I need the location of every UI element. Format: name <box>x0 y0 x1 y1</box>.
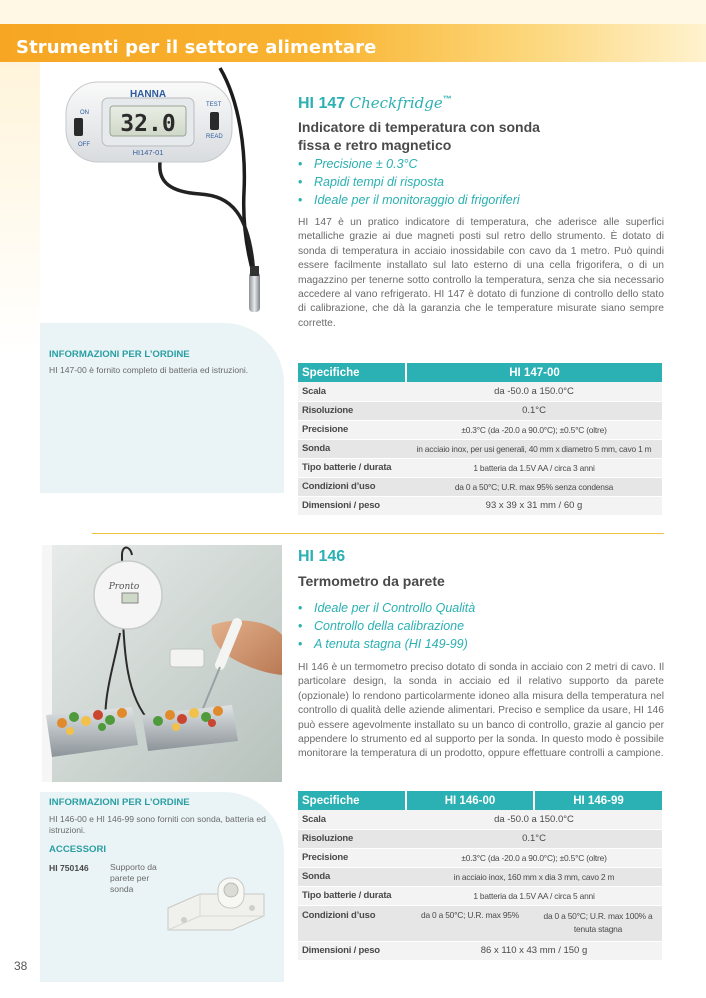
spec-header-model: HI 146-00 <box>406 791 534 810</box>
spec-label: Tipo batterie / durata <box>298 886 406 905</box>
order-info-title: INFORMAZIONI PER L’ORDINE <box>49 349 190 360</box>
hi147-subtitle <box>298 118 658 154</box>
device-display: 32.0 <box>120 111 176 137</box>
order-info-text: HI 146-00 e HI 146-99 sono forniti con sonda, batteria ed istruzioni. <box>49 814 266 835</box>
feature-item: • Precisione ± 0.3°C <box>298 155 520 173</box>
feature-item: • Ideale per il monitoraggio di frigoriferi <box>298 191 520 209</box>
page-number: 38 <box>14 959 28 973</box>
test-label: TEST <box>206 102 222 108</box>
spec-row <box>298 941 662 960</box>
spec-value: 1 batteria da 1.5V AA / circa 5 anni <box>406 886 662 905</box>
spec-row <box>298 810 662 829</box>
spec-header: Specifiche <box>298 791 406 810</box>
spec-header-row <box>298 791 662 810</box>
spec-header-model: HI 146-99 <box>534 791 662 810</box>
hi147-title <box>298 94 452 113</box>
hi147-features <box>298 155 520 209</box>
hi146-product-photo <box>42 545 282 782</box>
hi146-title: HI 146 <box>298 548 346 565</box>
spec-label: Tipo batterie / durata <box>298 458 406 477</box>
spec-label: Dimensioni / peso <box>298 496 406 515</box>
hanna-logo: HANNA <box>129 89 167 100</box>
spec-label: Sonda <box>298 439 406 458</box>
read-label: READ <box>206 134 223 140</box>
spec-row <box>298 848 662 867</box>
order-info-text: HI 147-00 è fornito completo di batteria ed istruzioni. <box>49 365 249 375</box>
spec-label: Risoluzione <box>298 401 406 420</box>
checkfridge-brand: Checkfridge <box>349 94 443 112</box>
spec-label: Scala <box>298 382 406 401</box>
spec-header: Specifiche <box>298 363 406 382</box>
feature-item: • A tenuta stagna (HI 149-99) <box>298 635 475 653</box>
spec-row <box>298 477 662 496</box>
top-margin <box>0 0 706 24</box>
spec-label: Condizioni d’uso <box>298 477 406 496</box>
spec-label: Precisione <box>298 848 406 867</box>
spec-header-row <box>298 363 662 382</box>
spec-row <box>298 382 662 401</box>
spec-value: 0.1°C <box>406 829 662 848</box>
spec-value: da -50.0 a 150.0°C <box>406 810 662 829</box>
spec-value: da -50.0 a 150.0°C <box>406 382 662 401</box>
pronto-logo: Pronto <box>108 582 140 592</box>
on-label: ON <box>80 110 89 116</box>
hi146-features <box>298 599 475 653</box>
feature-item: • Ideale per il Controllo Qualità <box>298 599 475 617</box>
hi147-subtitle-line2: fissa e retro magnetico <box>298 137 452 153</box>
accessories-title: ACCESSORI <box>49 844 107 855</box>
hi147-code: HI 147 <box>298 95 346 112</box>
section-title: Strumenti per il settore alimentare <box>16 37 377 58</box>
section-divider <box>92 533 664 534</box>
spec-row <box>298 439 662 458</box>
spec-label: Scala <box>298 810 406 829</box>
hi146-spec-table <box>298 791 662 961</box>
spec-row <box>298 401 662 420</box>
spec-value: 93 x 39 x 31 mm / 60 g <box>406 496 662 515</box>
hi147-subtitle-line1: Indicatore di temperatura con sonda <box>298 119 540 135</box>
spec-label: Risoluzione <box>298 829 406 848</box>
hi146-subtitle: Termometro da parete <box>298 573 445 589</box>
spec-value: 1 batteria da 1.5V AA / circa 3 anni <box>406 458 662 477</box>
hi147-product-photo <box>40 62 286 324</box>
accessory-description: Supporto da parete per sonda <box>110 862 157 894</box>
spec-row <box>298 867 662 886</box>
hi147-description: HI 147 è un pratico indicatore di temperatura, che aderisce alle superfici metalliche grazie ai due magneti posti sul retro dello strumento. È dotato di sonda di temperatura in acciaio inossidabile con cavo da 1 metro. Può quindi essere facilmente installato sul lato esterno di una cella frigorifera, o di un magazzino per tenerne sotto controllo la temperatura, senza che sia necessario accedere al vano refrigerato. HI 147 è dotato di funzione di controllo dello stato di calibrazione, che dà la garanzia che le temperature misurate siano sempre corrette. <box>298 217 664 329</box>
spec-value: ±0.3°C (da -20.0 a 90.0°C); ±0.5°C (oltre) <box>406 420 662 439</box>
spec-label: Sonda <box>298 867 406 886</box>
hi146-description: HI 146 è un termometro preciso dotato di sonda in acciaio con 2 metri di cavo. Il particolare design, la sonda in acciaio ed il relativo supporto da parete (opzionale) lo rendono particolarmente idoneo alla misura della temperatura nel controllo di qualità delle aziende alimentari. Preciso e semplice da usare, HI 146 può essere agevolmente installato su un banco di controllo, grazie al gancio per appendere lo strumento ed al supporto per la sonda. In questo modo è possibile monitorare la temperatura di un prodotto, oppure effettuare controlli a campione. <box>298 662 664 760</box>
left-decoration <box>0 24 40 354</box>
device-model-label: HI147-01 <box>132 148 164 157</box>
spec-row <box>298 458 662 477</box>
off-label: OFF <box>78 142 90 148</box>
wall-holder-image <box>160 872 272 942</box>
spec-value: 0.1°C <box>406 401 662 420</box>
feature-item: • Rapidi tempi di risposta <box>298 173 520 191</box>
spec-header-model: HI 147-00 <box>406 363 662 382</box>
spec-value: da 0 a 50°C; U.R. max 95% senza condensa <box>406 477 662 496</box>
spec-label: Dimensioni / peso <box>298 941 406 960</box>
order-info-title: INFORMAZIONI PER L’ORDINE <box>49 797 190 808</box>
spec-value: da 0 a 50°C; U.R. max 100% a tenuta stagna <box>534 905 662 941</box>
spec-row <box>298 886 662 905</box>
test-read-switch <box>210 112 219 130</box>
spec-label: Precisione <box>298 420 406 439</box>
spec-row <box>298 496 662 515</box>
section-banner <box>0 24 706 62</box>
feature-item: • Controllo della calibrazione <box>298 617 475 635</box>
spec-value: in acciaio inox, 160 mm x dia 3 mm, cavo 2 m <box>406 867 662 886</box>
hi147-spec-table <box>298 363 662 516</box>
spec-row <box>298 829 662 848</box>
accessory-code: HI 750146 <box>49 863 89 873</box>
spec-value: ±0.3°C (da -20.0 a 90.0°C); ±0.5°C (oltre) <box>406 848 662 867</box>
on-off-switch <box>74 118 83 136</box>
spec-value: in acciaio inox, per usi generali, 40 mm x diametro 5 mm, cavo 1 m <box>406 439 662 458</box>
spec-row <box>298 905 662 941</box>
spec-value: da 0 a 50°C; U.R. max 95% <box>406 905 534 941</box>
trademark-symbol: ™ <box>442 94 452 104</box>
spec-label: Condizioni d’uso <box>298 905 406 941</box>
spec-value: 86 x 110 x 43 mm / 150 g <box>406 941 662 960</box>
spec-row <box>298 420 662 439</box>
